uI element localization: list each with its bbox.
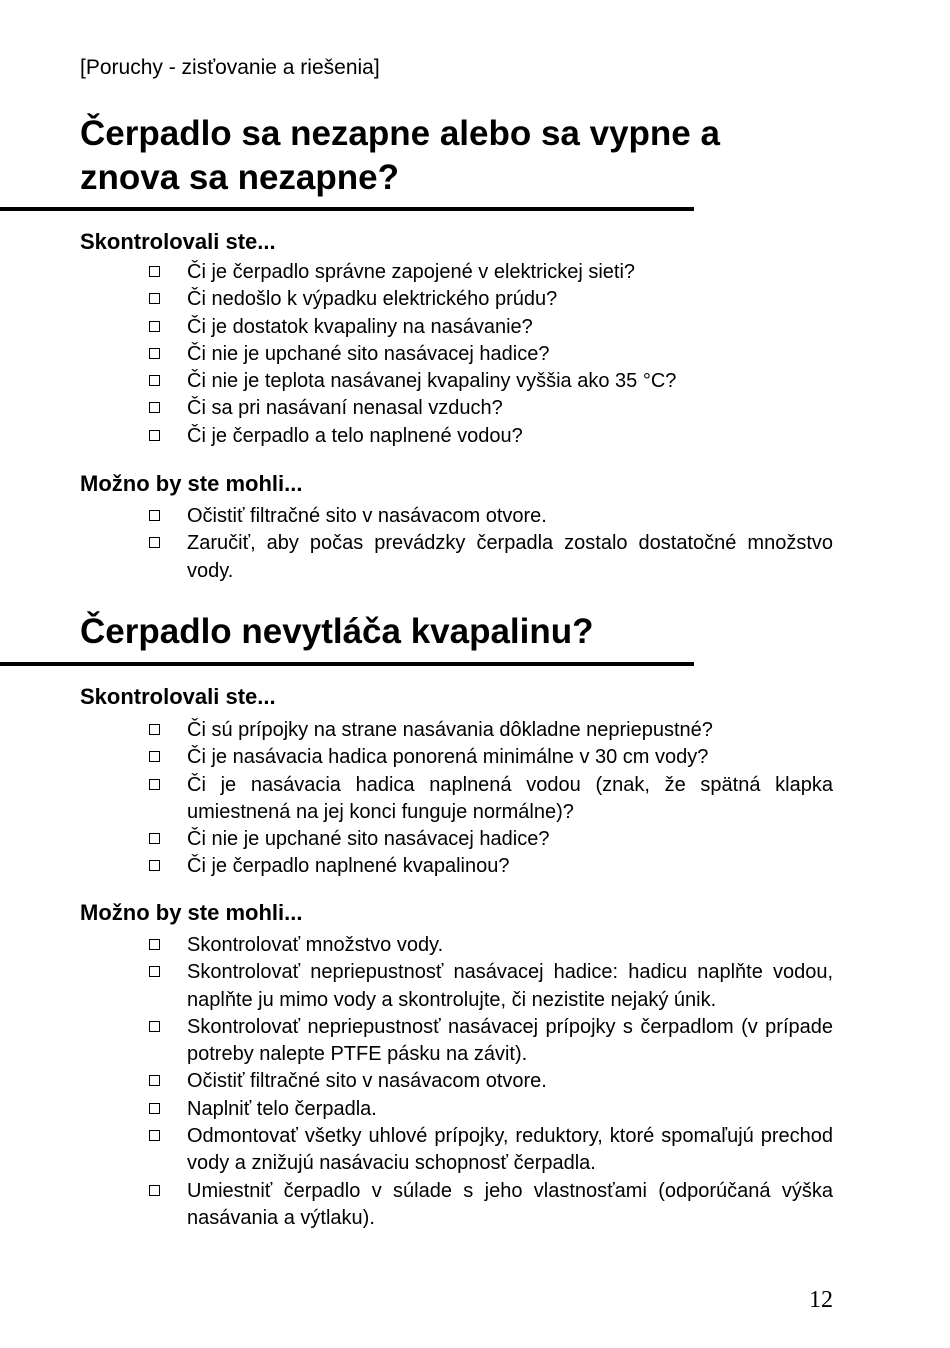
section-1-title-line-1: Čerpadlo sa nezapne alebo sa vypne a [80, 114, 720, 153]
checkbox-icon [149, 1103, 160, 1114]
list-item: Či je dostatok kvapaliny na nasávanie? [147, 314, 833, 341]
list-item: Skontrolovať nepriepustnosť nasávacej prípojky s čerpadlom (v prípade potreby nalepte PTFE pásku na závit). [147, 1014, 833, 1069]
list-item: Skontrolovať množstvo vody. [147, 932, 833, 959]
checkbox-icon [149, 724, 160, 735]
breadcrumb: [Poruchy - zisťovanie a riešenia] [80, 56, 380, 79]
section-1-checks-heading: Skontrolovali ste... [80, 229, 276, 254]
checkbox-icon [149, 375, 160, 386]
section-1-checks-list [147, 259, 833, 450]
list-item: Či je nasávacia hadica ponorená minimálne v 30 cm vody? [147, 744, 833, 771]
list-item: Či nie je upchané sito nasávacej hadice? [147, 826, 833, 853]
checkbox-icon [149, 402, 160, 413]
checkbox-icon [149, 966, 160, 977]
list-item: Či nedošlo k výpadku elektrického prúdu? [147, 286, 833, 313]
section-2-checks-list [147, 717, 833, 881]
checkbox-icon [149, 348, 160, 359]
section-2-actions-list [147, 932, 833, 1232]
list-item: Či je nasávacia hadica naplnená vodou (znak, že spätná klapka umiestnená na jej konci funguje normálne)? [147, 772, 833, 827]
section-1-actions-heading: Možno by ste mohli... [80, 471, 303, 496]
checkbox-icon [149, 1130, 160, 1141]
section-1-actions-list [147, 503, 833, 585]
checkbox-icon [149, 510, 160, 521]
list-item: Naplniť telo čerpadla. [147, 1096, 833, 1123]
section-1-divider [0, 207, 694, 211]
list-item: Umiestniť čerpadlo v súlade s jeho vlastnosťami (odporúčaná výška nasávania a výtlaku). [147, 1178, 833, 1233]
list-item: Či nie je upchané sito nasávacej hadice? [147, 341, 833, 368]
checkbox-icon [149, 939, 160, 950]
section-2-divider [0, 662, 694, 666]
checkbox-icon [149, 860, 160, 871]
list-item: Či sa pri nasávaní nenasal vzduch? [147, 395, 833, 422]
checkbox-icon [149, 833, 160, 844]
section-2-actions-heading: Možno by ste mohli... [80, 900, 303, 925]
checkbox-icon [149, 779, 160, 790]
section-2-title [80, 610, 594, 654]
checkbox-icon [149, 751, 160, 762]
list-item: Skontrolovať nepriepustnosť nasávacej hadice: hadicu naplňte vodou, naplňte ju mimo vody a skontrolujte, či nezistite nejaký únik. [147, 959, 833, 1014]
section-1-title [80, 112, 720, 200]
section-2-title-line-1: Čerpadlo nevytláča kvapalinu? [80, 612, 594, 651]
list-item: Či je čerpadlo správne zapojené v elektrickej sieti? [147, 259, 833, 286]
section-2-checks-heading: Skontrolovali ste... [80, 684, 276, 709]
checkbox-icon [149, 1021, 160, 1032]
section-1-title-line-2: znova sa nezapne? [80, 158, 399, 197]
list-item: Očistiť filtračné sito v nasávacom otvore. [147, 503, 833, 530]
checkbox-icon [149, 1075, 160, 1086]
list-item: Či je čerpadlo a telo naplnené vodou? [147, 423, 833, 450]
checkbox-icon [149, 537, 160, 548]
list-item: Očistiť filtračné sito v nasávacom otvore. [147, 1068, 833, 1095]
checkbox-icon [149, 266, 160, 277]
checkbox-icon [149, 1185, 160, 1196]
checkbox-icon [149, 321, 160, 332]
list-item: Či nie je teplota nasávanej kvapaliny vyššia ako 35 °C? [147, 368, 833, 395]
checkbox-icon [149, 430, 160, 441]
list-item: Odmontovať všetky uhlové prípojky, reduktory, ktoré spomaľujú prechod vody a znižujú nasávaciu schopnosť čerpadla. [147, 1123, 833, 1178]
list-item: Či sú prípojky na strane nasávania dôkladne nepriepustné? [147, 717, 833, 744]
list-item: Či je čerpadlo naplnené kvapalinou? [147, 853, 833, 880]
checkbox-icon [149, 293, 160, 304]
list-item: Zaručiť, aby počas prevádzky čerpadla zostalo dostatočné množstvo vody. [147, 530, 833, 585]
page-number: 12 [809, 1287, 833, 1313]
